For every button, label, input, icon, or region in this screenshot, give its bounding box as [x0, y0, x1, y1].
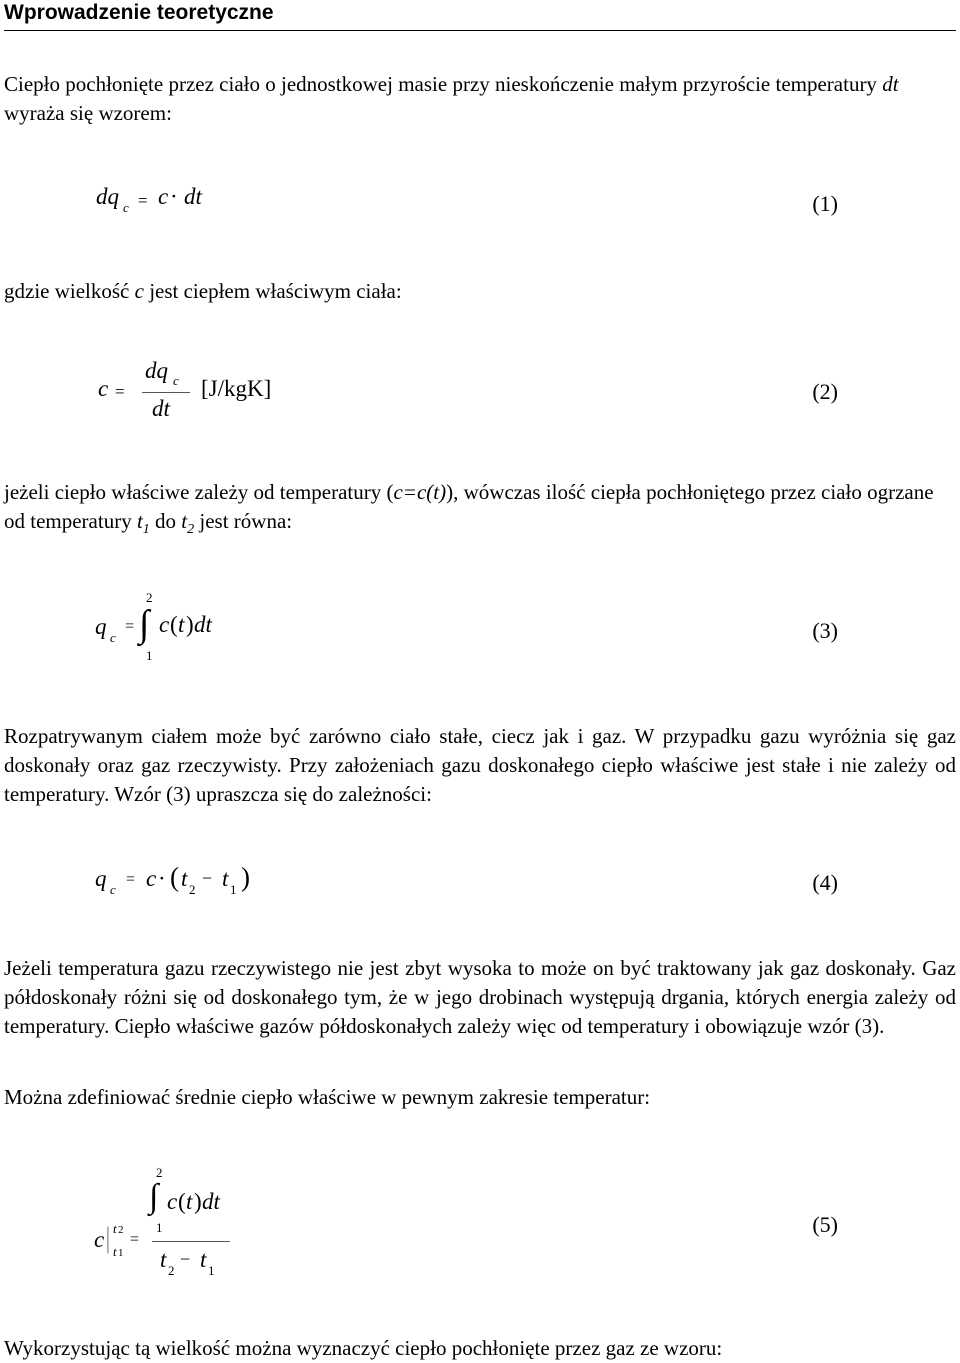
- equation-3: [95, 590, 235, 670]
- paragraph-intro-text-a: Ciepło pochłonięte przez ciało o jednostkowej masie przy nieskończenie małym przyroście temperatury: [4, 72, 883, 96]
- paragraph-variable-heat-ct: c=c(t): [393, 480, 447, 504]
- eq3-close-paren: ): [186, 612, 194, 637]
- paragraph-mean-heat: Można zdefiniować średnie ciepło właściwe w pewnym zakresie temperatur:: [4, 1085, 651, 1109]
- paragraph-ideal-gas: Rozpatrywanym ciałem może być zarówno ciało stałe, ciecz jak i gaz. W przypadku gazu wyróżnia się gaz doskonały oraz gaz rzeczywisty. Przy założeniach gazu doskonałego ciepło właściwe jest stałe i nie zależy od temperatury. Wzór (3) upraszcza się do zależności:: [4, 724, 956, 806]
- eq2-lhs: c: [98, 376, 109, 401]
- title-underline: [4, 30, 956, 31]
- paragraph-specific-heat-c: c: [134, 279, 144, 303]
- eq4-dot: ·: [158, 866, 166, 891]
- paragraph-variable-heat-t1: t: [136, 509, 143, 533]
- eq4-t2: t: [181, 866, 188, 891]
- eq4-close-paren: ): [241, 862, 250, 892]
- paragraph-variable-heat-text-b: ), wówczas ilość ciepła pochłoniętego przez ciało ogrzane od temperatury: [4, 480, 934, 533]
- eq2-numerator-sub: c: [173, 373, 179, 388]
- eq4-lhs-sub: c: [110, 882, 116, 897]
- eq4-c: c: [146, 866, 157, 891]
- eq3-upper-limit: 2: [146, 590, 153, 605]
- eq4-open-paren: (: [170, 862, 179, 892]
- equation-2-number: (2): [812, 379, 838, 404]
- eq4-minus: −: [202, 868, 213, 888]
- paragraph-variable-heat-t2: t: [181, 509, 188, 533]
- eq5-num-t: t: [186, 1189, 193, 1214]
- eq5-num-open: (: [178, 1189, 186, 1214]
- eq3-t: t: [178, 612, 185, 637]
- eq5-num-dt: dt: [202, 1189, 220, 1214]
- paragraph-variable-heat: [4, 478, 956, 544]
- eq1-dot: ·: [170, 184, 178, 209]
- equation-5: [94, 1165, 254, 1285]
- eq5-den-t2: t: [160, 1247, 167, 1272]
- eq5-upper-bound-sub: 2: [118, 1224, 124, 1236]
- eq1-equals: =: [138, 191, 148, 210]
- paragraph-variable-heat-do: do: [149, 509, 182, 533]
- eq3-lower-limit: 1: [146, 648, 153, 663]
- eq5-lhs: c: [94, 1227, 105, 1252]
- eq5-fraction-bar: [152, 1241, 230, 1242]
- eq4-lhs: q: [95, 866, 107, 891]
- equation-5-number: (5): [812, 1212, 838, 1237]
- eq5-lower-bound-sub: 1: [118, 1247, 124, 1259]
- equation-2: [98, 358, 298, 428]
- eq5-int-upper: 2: [156, 1165, 163, 1180]
- eq5-den-t2-sub: 2: [168, 1263, 175, 1278]
- eq2-denominator: dt: [152, 396, 170, 421]
- eq1-dt: dt: [184, 184, 202, 209]
- eq1-c: c: [158, 184, 169, 209]
- eq5-integral-sign: ∫: [149, 1178, 159, 1215]
- equation-4-number: (4): [812, 870, 838, 895]
- paragraph-intro-text-b: wyraża się wzorem:: [4, 101, 172, 125]
- eq3-integral-sign: ∫: [139, 603, 150, 645]
- eq4-equals: =: [126, 871, 136, 888]
- eq5-eval-bar: |: [106, 1221, 110, 1254]
- paragraph-semi-ideal-gas: Jeżeli temperatura gazu rzeczywistego nie jest zbyt wysoka to może on być traktowany jak gaz doskonały. Gaz półdoskonały różni się od doskonałego tym, że w jego drobinach występują drgania, których energia zależy od temperatury. Ciepło właściwe gazów półdoskonałych zależy więc od temperatury i obowiązuje wzór (3).: [4, 956, 956, 1038]
- section-title: Wprowadzenie teoretyczne: [4, 1, 274, 24]
- paragraph-variable-heat-text-a: jeżeli ciepło właściwe zależy od temperatury (: [4, 480, 394, 504]
- eq3-equals: =: [125, 618, 135, 635]
- eq4-t1: t: [222, 866, 229, 891]
- eq1-lhs: dq: [96, 184, 119, 209]
- eq2-equals: =: [115, 382, 125, 401]
- eq3-lhs: q: [95, 614, 107, 639]
- paragraph-heat-from-mean: Wykorzystując tą wielkość można wyznaczyć ciepło pochłonięte przez gaz ze wzoru:: [4, 1336, 723, 1360]
- paragraph-variable-heat-t1-sub: 1: [142, 522, 150, 538]
- eq2-unit: [J/kgK]: [201, 376, 272, 401]
- equation-1-number: (1): [812, 191, 838, 216]
- paragraph-variable-heat-text-end: jest równa:: [194, 509, 293, 533]
- eq3-dt: dt: [194, 612, 212, 637]
- eq5-upper-bound-t: t: [113, 1221, 117, 1236]
- eq5-num-close: ): [194, 1189, 202, 1214]
- paragraph-specific-heat-text-b: jest ciepłem właściwym ciała:: [143, 279, 402, 303]
- eq5-den-minus: −: [180, 1249, 191, 1269]
- paragraph-intro-dt: dt: [882, 72, 899, 96]
- eq3-open-paren: (: [170, 612, 178, 637]
- paragraph-intro: [4, 70, 956, 128]
- eq3-lhs-sub: c: [110, 630, 116, 645]
- eq3-c: c: [159, 612, 170, 637]
- equation-3-number: (3): [812, 618, 838, 643]
- paragraph-specific-heat-text-a: gdzie wielkość: [4, 279, 135, 303]
- paragraph-specific-heat: [4, 277, 956, 306]
- eq2-numerator: dq: [145, 358, 168, 383]
- eq5-num-c: c: [167, 1189, 178, 1214]
- eq5-den-t1: t: [200, 1247, 207, 1272]
- eq5-int-lower: 1: [156, 1220, 163, 1235]
- eq4-t1-sub: 1: [230, 882, 237, 897]
- eq5-equals: =: [130, 1231, 140, 1248]
- eq1-lhs-sub: c: [123, 200, 129, 215]
- eq5-den-t1-sub: 1: [208, 1263, 215, 1278]
- eq2-fraction-bar: [142, 392, 190, 393]
- paragraph-variable-heat-t2-sub: 2: [187, 522, 195, 538]
- eq5-lower-bound-t: t: [113, 1244, 117, 1259]
- eq4-t2-sub: 2: [189, 882, 196, 897]
- equation-4: [95, 862, 265, 902]
